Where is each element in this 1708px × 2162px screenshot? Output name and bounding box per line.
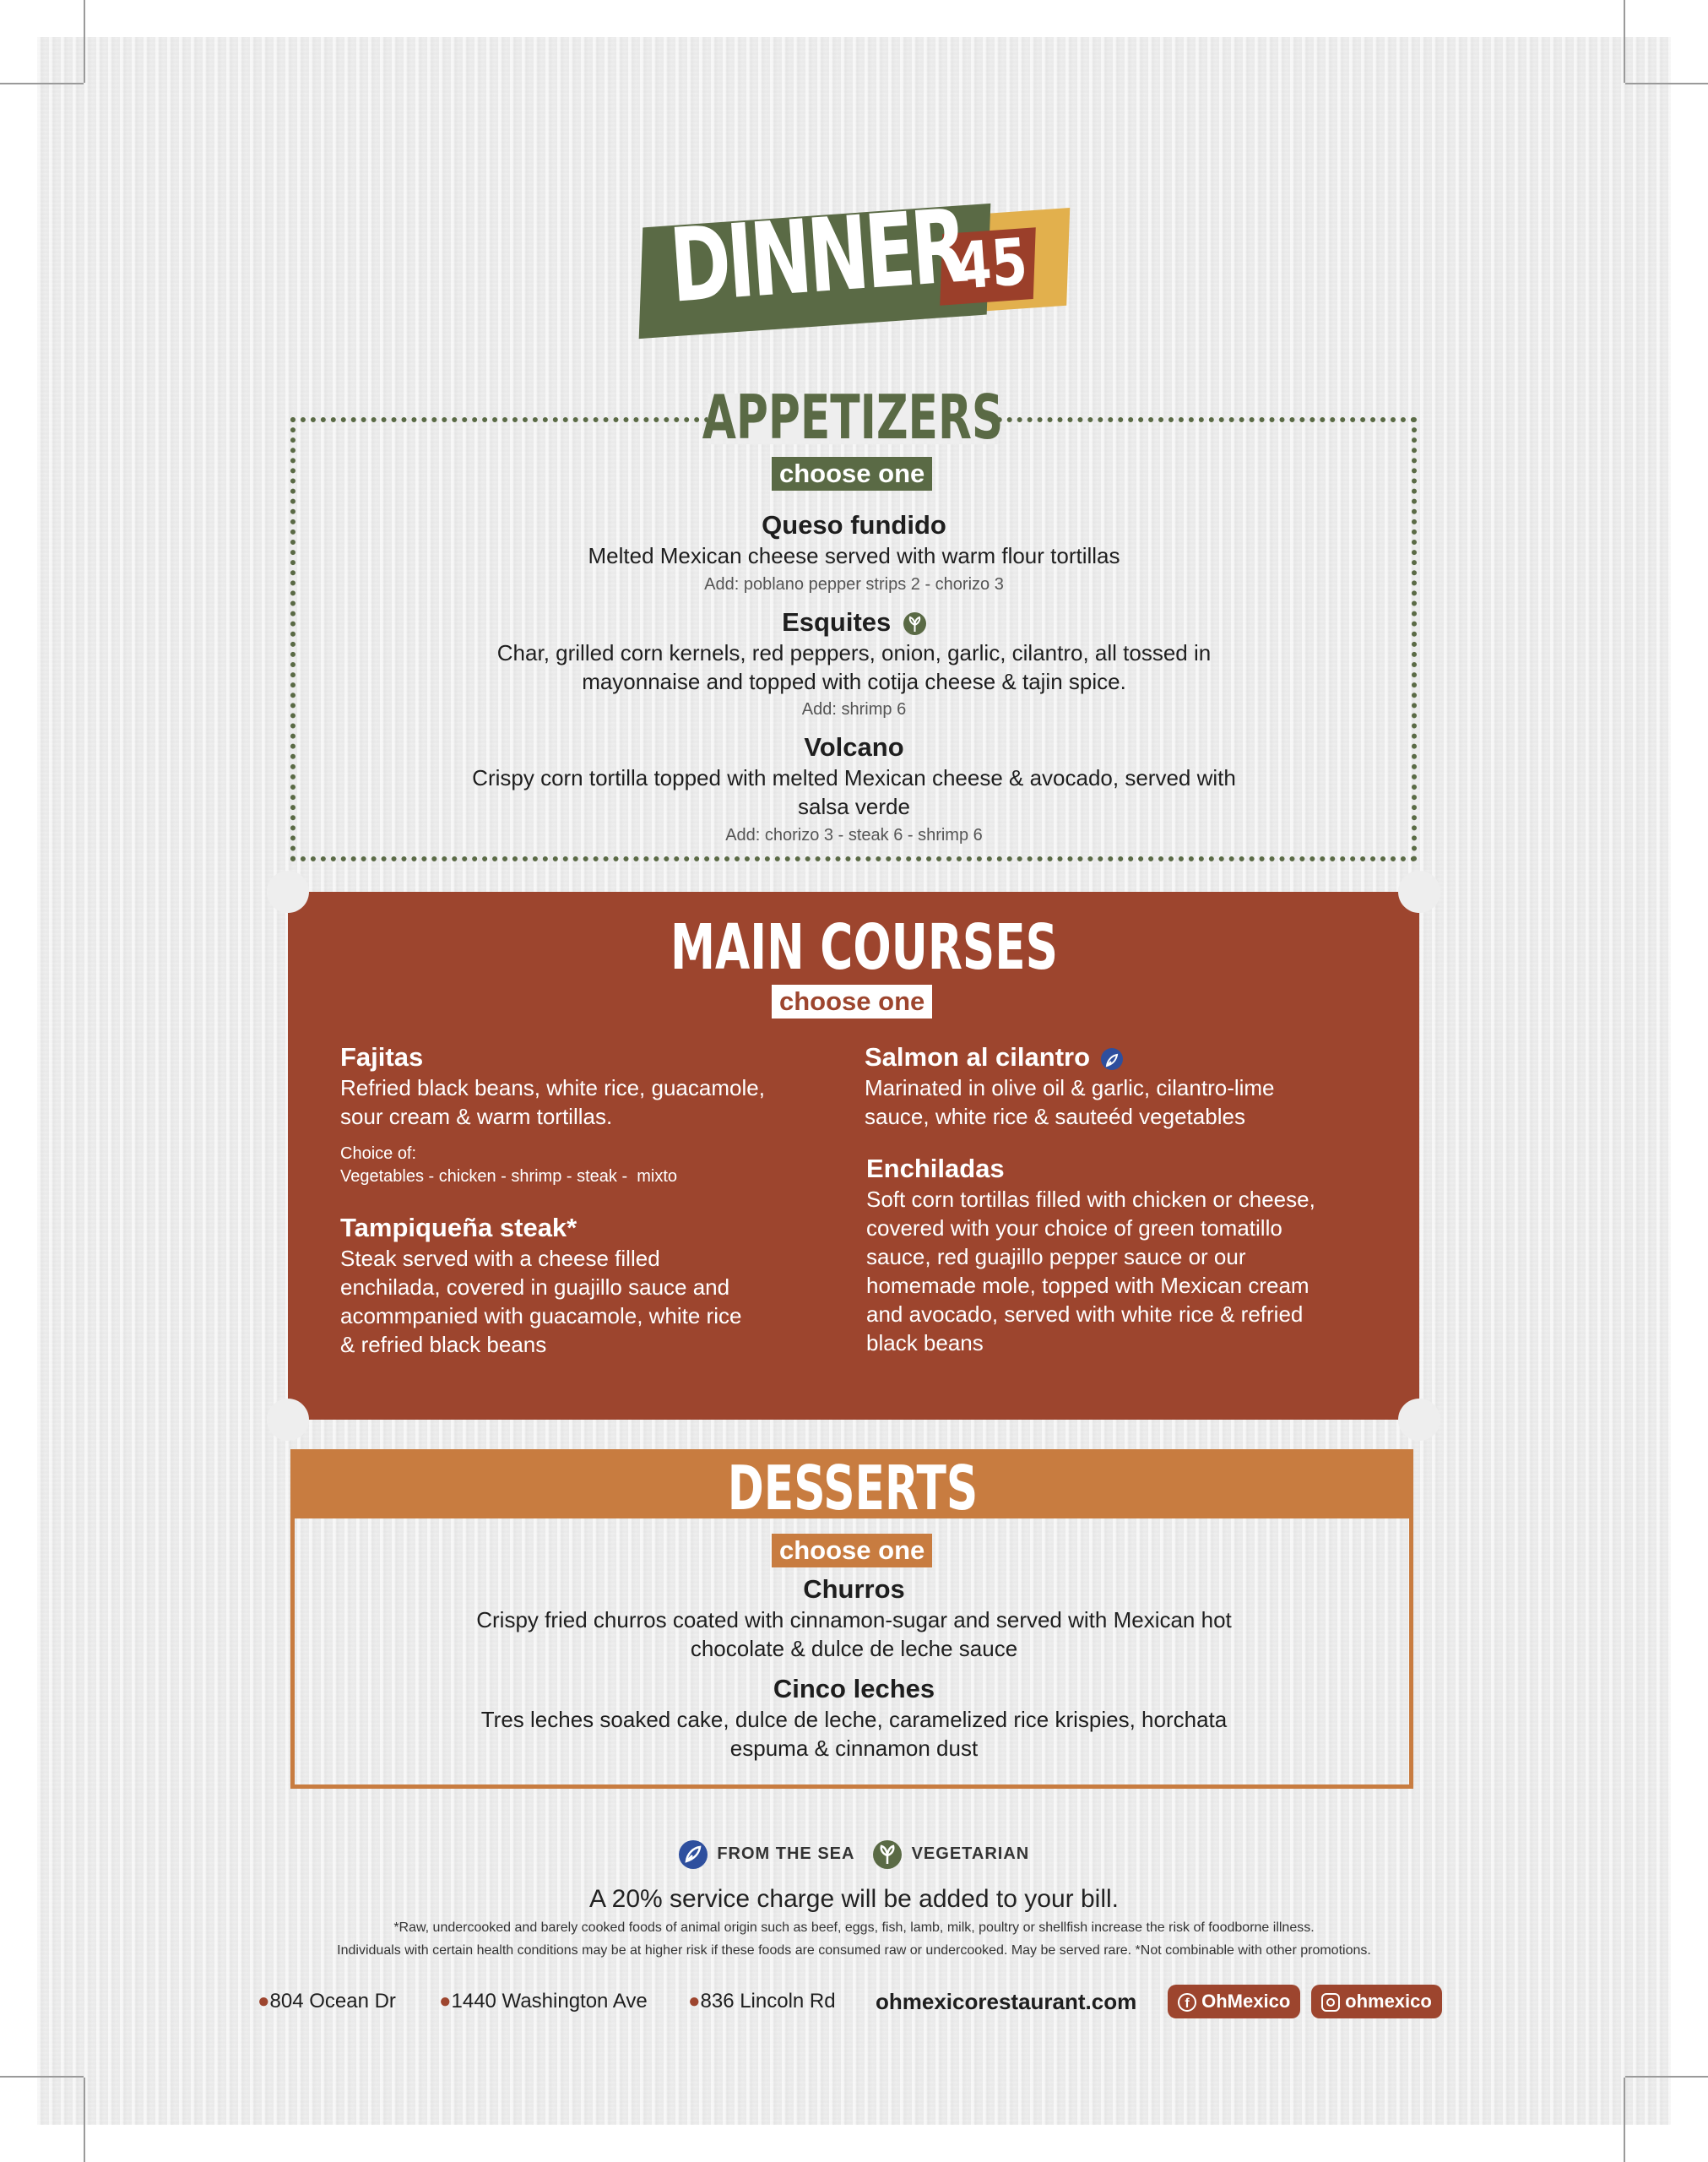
item-desc-enchiladas-6: black beans [866,1330,984,1355]
ticket-notch [1398,871,1440,913]
item-desc-tampiquena-3: acommpanied with guacamole, white rice [340,1303,742,1328]
from-the-sea-icon [679,1840,708,1869]
item-name-salmon-text: Salmon al cilantro [865,1042,1091,1072]
crop-mark [1624,2078,1625,2162]
map-pin-icon: ● [258,1990,270,2013]
item-desc-salmon-2: sauce, white rice & sauteéd vegetables [865,1104,1245,1129]
crop-mark [1624,0,1625,83]
instagram-handle: ohmexico [1345,1991,1432,2012]
item-add-volcano: Add: chorizo 3 - steak 6 - shrimp 6 [725,826,983,845]
address-1[interactable] [258,1984,396,2019]
item-desc-enchiladas-1: Soft corn tortillas filled with chicken or cheese, [866,1187,1315,1212]
item-desc-esquites-2: mayonnaise and topped with cotija cheese & tajin spice. [582,669,1126,694]
logo-title: DINNER [666,187,968,326]
icon-legend [0,1839,1708,1869]
main-courses-title: MAIN COURSES [670,911,1059,984]
item-name-enchiladas: Enchiladas [866,1154,1005,1183]
item-name-esquites-text: Esquites [782,607,892,637]
service-charge-note: A 20% service charge will be added to your bill. [588,1885,1119,1913]
instagram-link[interactable] [1311,1985,1442,2018]
ticket-notch [1398,1399,1440,1441]
crop-mark [84,2078,85,2162]
appetizers-choose-badge: choose one [772,457,932,491]
item-desc-enchiladas-2: covered with your choice of green tomatillo [866,1215,1282,1241]
item-desc-enchiladas-3: sauce, red guajillo pepper sauce or our [866,1244,1246,1269]
item-name-tampiquena: Tampiqueña steak* [340,1213,577,1242]
item-desc-tampiquena-2: enchilada, covered in guajillo sauce and [340,1274,730,1300]
vegetarian-icon [873,1840,902,1869]
item-name-fajitas: Fajitas [340,1042,424,1072]
map-pin-icon: ● [688,1990,701,2013]
item-desc-enchiladas-4: homemade mole, topped with Mexican cream [866,1273,1309,1298]
crop-mark [1625,2076,1708,2078]
item-add-esquites: Add: shrimp 6 [801,700,907,719]
appetizers-title: APPETIZERS [702,382,1004,453]
fajitas-choice-label: Choice of: [340,1144,417,1163]
legend-sea-label: FROM THE SEA [717,1844,855,1863]
disclaimer-line-1: *Raw, undercooked and barely cooked foods of animal origin such as beef, eggs, fish, lamb, milk, poultry or shellfish increase the risk of foodborne illness. [393,1920,1315,1935]
main-courses-choose-badge: choose one [772,985,932,1019]
fajitas-choices: Vegetables - chicken - shrimp - steak - mixto [340,1167,678,1186]
address-3[interactable] [688,1984,836,2019]
item-name-esquites [0,607,1708,638]
item-add-queso: Add: poblano pepper strips 2 - chorizo 3 [704,575,1004,594]
from-the-sea-icon [1101,1048,1123,1070]
facebook-link[interactable] [1168,1985,1300,2018]
vegetarian-icon [903,612,926,635]
item-desc-enchiladas-5: and avocado, served with white rice & refried [866,1301,1304,1327]
logo-price: 45 [952,223,1030,304]
desserts-title: DESSERTS [727,1453,979,1524]
item-desc-cinco-1: Tres leches soaked cake, dulce de leche, caramelized rice krispies, horchata [480,1707,1228,1732]
address-3-text: 836 Lincoln Rd [700,1990,836,2013]
address-2-text: 1440 Washington Ave [451,1990,648,2013]
disclaimer-line-2: Individuals with certain health conditions may be at higher risk if these foods are consumed raw or undercooked. May be served rare. *Not combinable with other promotions. [337,1943,1371,1958]
item-desc-volcano-2: salsa verde [798,794,910,819]
item-desc-fajitas-1: Refried black beans, white rice, guacamole, [340,1075,765,1100]
item-desc-cinco-2: espuma & cinnamon dust [729,1736,979,1761]
address-2[interactable] [439,1984,648,2019]
item-desc-salmon-1: Marinated in olive oil & garlic, cilantro-lime [865,1075,1275,1100]
item-desc-fajitas-2: sour cream & warm tortillas. [340,1104,613,1129]
map-pin-icon: ● [439,1990,452,2013]
dinner-logo [642,187,1064,376]
website-link[interactable]: ohmexicorestaurant.com [876,1989,1137,2014]
item-name-volcano: Volcano [804,732,904,762]
item-name-queso: Queso fundido [762,510,946,540]
item-desc-churros-2: chocolate & dulce de leche sauce [690,1636,1018,1661]
item-desc-tampiquena-4: & refried black beans [340,1332,547,1357]
item-desc-tampiquena-1: Steak served with a cheese filled [340,1246,660,1271]
instagram-icon [1321,1993,1340,2012]
legend-veg-label: VEGETARIAN [911,1844,1030,1863]
ticket-notch [267,871,309,913]
item-desc-queso: Melted Mexican cheese served with warm flour tortillas [588,543,1120,568]
facebook-icon: f [1178,1993,1196,2012]
facebook-handle: OhMexico [1201,1991,1291,2012]
desserts-choose-badge: choose one [772,1534,932,1567]
crop-mark [84,0,85,83]
item-desc-esquites-1: Char, grilled corn kernels, red peppers, onion, garlic, cilantro, all tossed in [496,640,1212,665]
crop-mark [1625,83,1708,84]
address-1-text: 804 Ocean Dr [269,1990,396,2013]
item-name-cinco-leches: Cinco leches [773,1674,935,1703]
crop-mark [0,83,84,84]
item-name-churros: Churros [803,1574,905,1604]
item-desc-churros-1: Crispy fried churros coated with cinnamon-sugar and served with Mexican hot [476,1607,1232,1632]
ticket-notch [267,1399,309,1441]
crop-mark [0,2076,84,2078]
item-desc-volcano-1: Crispy corn tortilla topped with melted Mexican cheese & avocado, served with [472,765,1236,790]
footer-contact-row [0,1984,1708,2019]
item-name-salmon [865,1042,1123,1073]
